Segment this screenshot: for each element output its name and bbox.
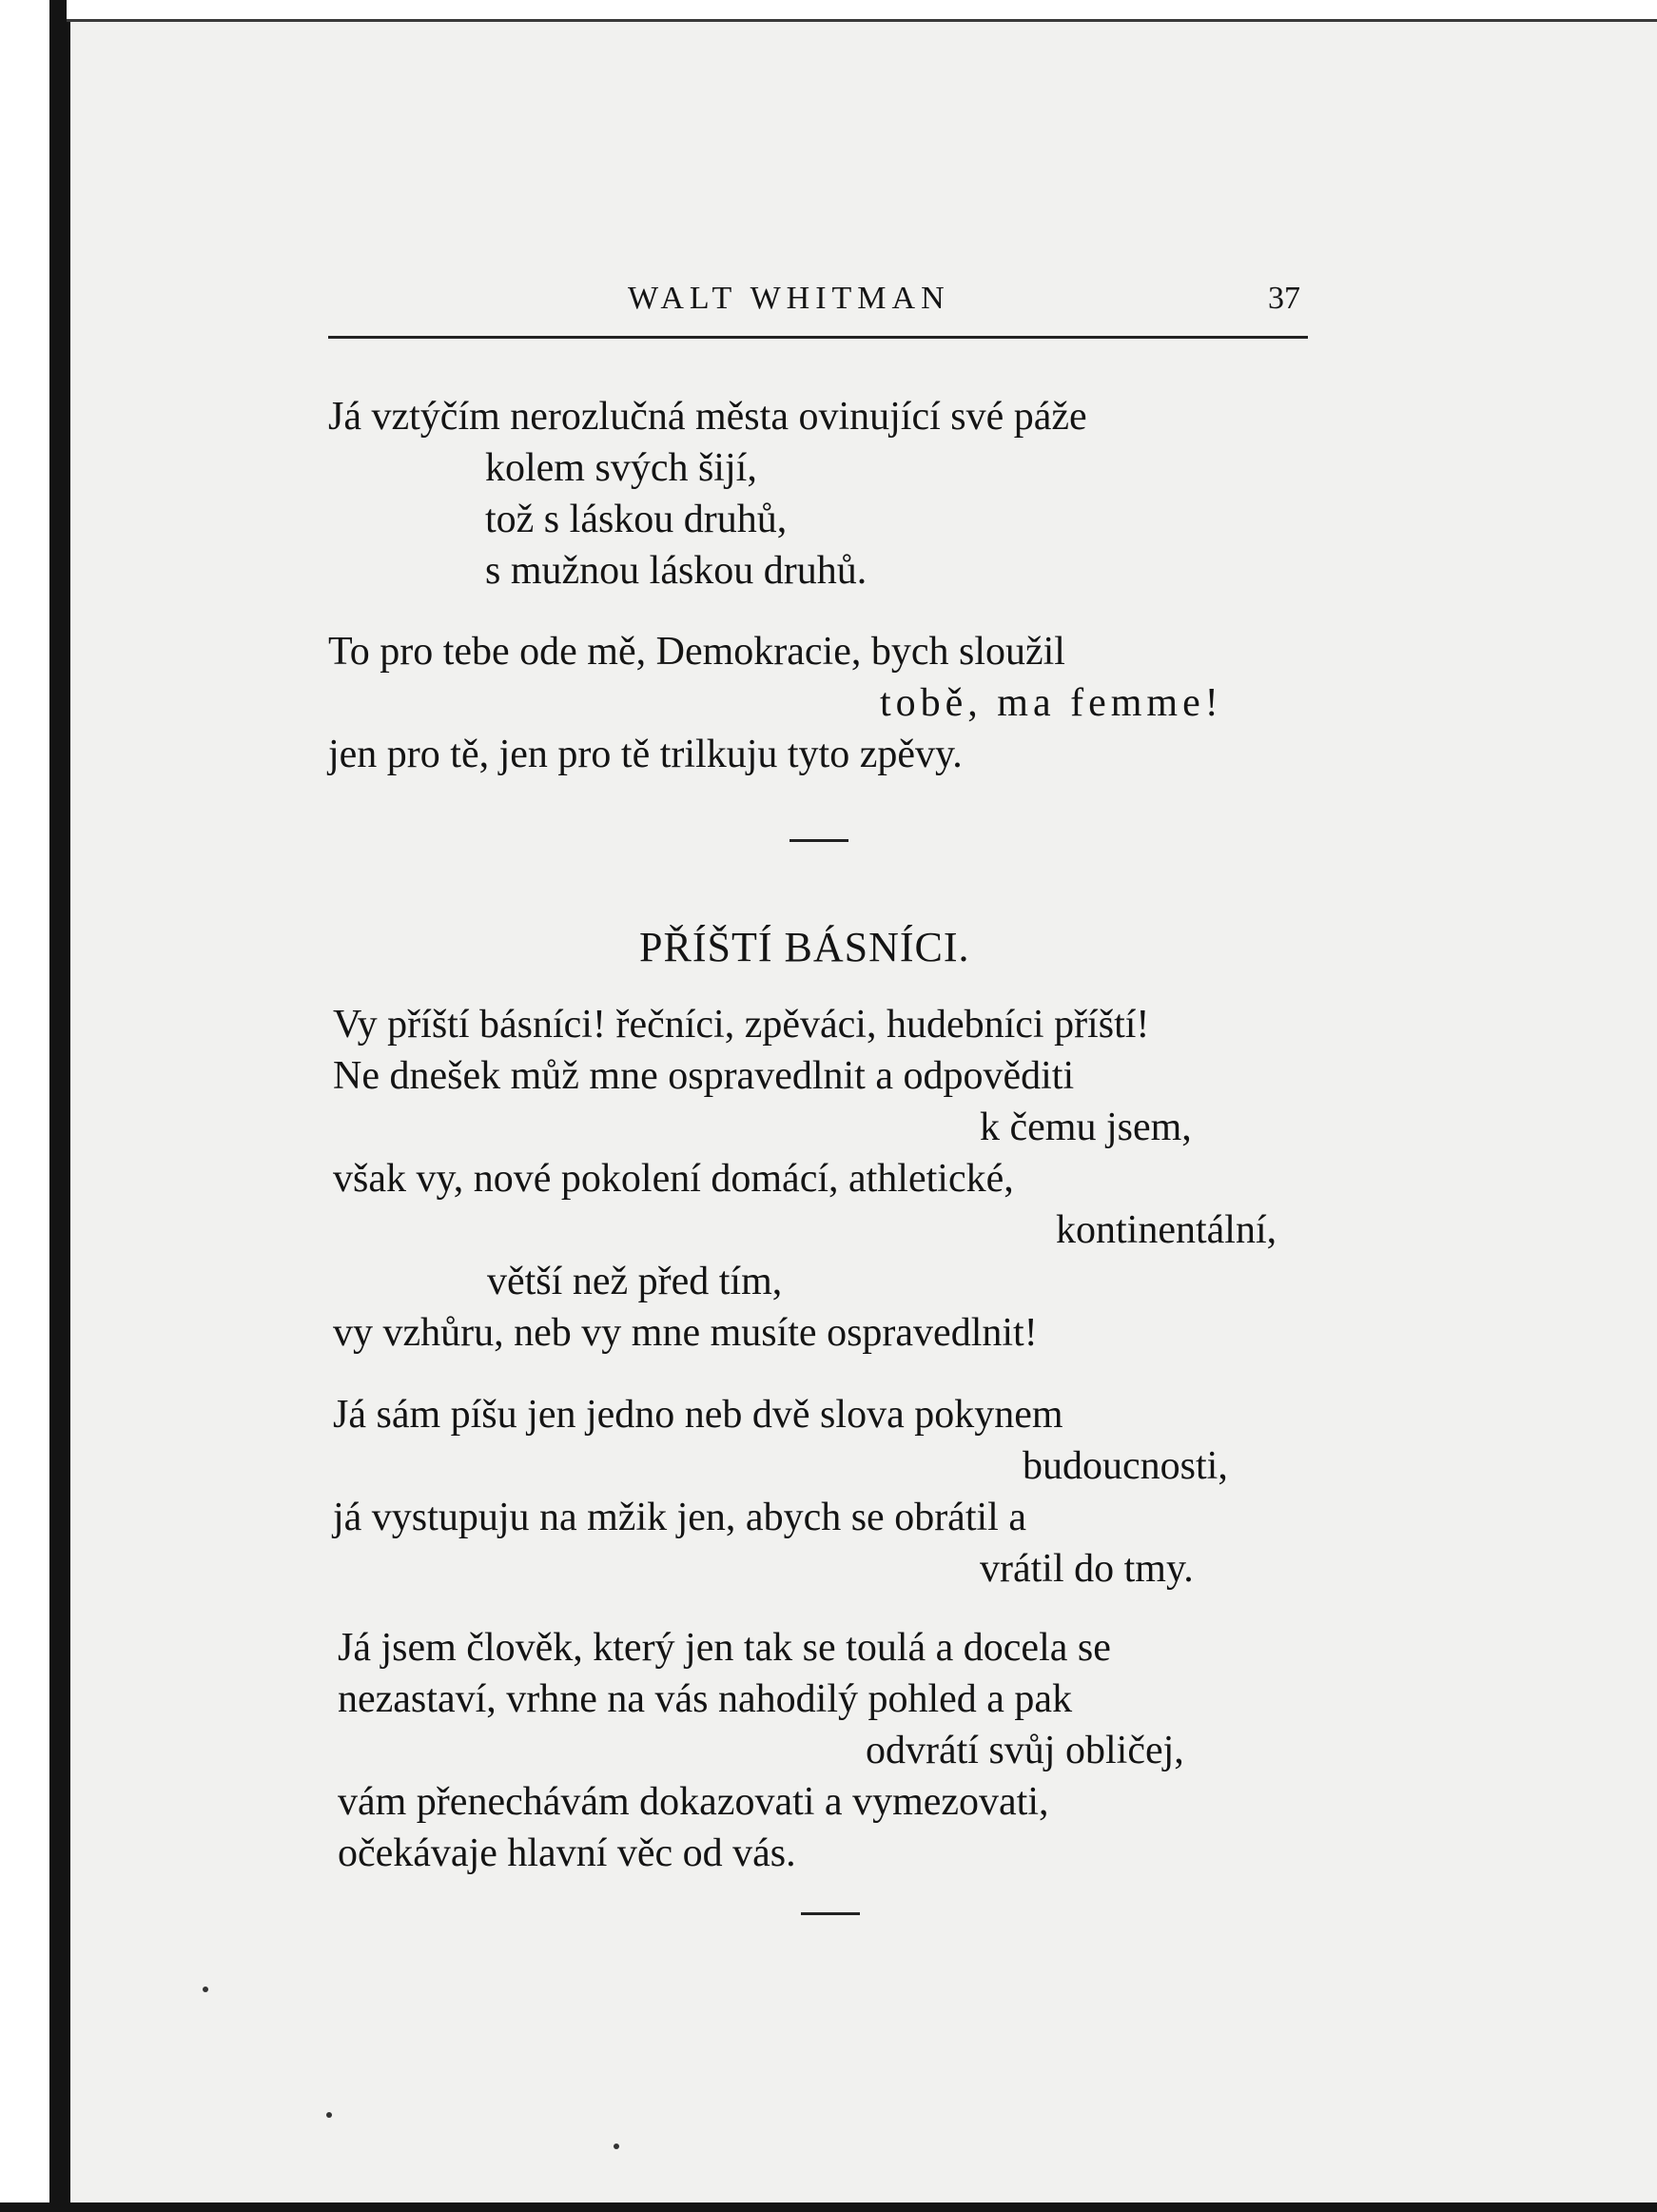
scan-bottom-edge	[0, 2202, 1657, 2212]
page-number: 37	[1268, 281, 1300, 316]
poem-line: já vystupuju na mžik jen, abych se obrátil a	[333, 1496, 1026, 1539]
poem-line: Já vztýčím nerozlučná města ovinující své páže	[328, 395, 1087, 439]
section-divider	[801, 1912, 860, 1915]
poem-line: budoucnosti,	[1023, 1444, 1228, 1488]
poem-line: kolem svých šijí,	[485, 446, 757, 490]
poem-line: Já jsem člověk, který jen tak se toulá a docela se	[338, 1626, 1111, 1670]
poem-line: jen pro tě, jen pro tě trilkuju tyto zpěvy.	[328, 733, 963, 776]
scan-speck	[203, 1987, 208, 1992]
poem-line: očekávaje hlavní věc od vás.	[338, 1831, 796, 1875]
poem-line: Vy příští básníci! řečníci, zpěváci, hudebníci příští!	[333, 1003, 1150, 1047]
poem-line: tož s láskou druhů,	[485, 498, 788, 541]
scan-top-edge	[67, 0, 1657, 22]
poem-line: vy vzhůru, neb vy mne musíte ospravedlnit!	[333, 1311, 1038, 1355]
poem-line: větší než před tím,	[487, 1260, 783, 1303]
poem-line: Já sám píšu jen jedno neb dvě slova pokynem	[333, 1393, 1063, 1437]
poem-line: kontinentální,	[1056, 1208, 1277, 1252]
running-title: WALT WHITMAN	[628, 281, 950, 316]
poem-line: odvrátí svůj obličej,	[866, 1729, 1184, 1772]
scan-speck	[326, 2112, 332, 2118]
scan-binding-edge	[0, 0, 67, 2212]
poem-line: vám přenechávám dokazovati a vymezovati,	[338, 1780, 1049, 1824]
poem-line: Ne dnešek můž mne ospravedlnit a odpověditi	[333, 1054, 1075, 1098]
running-header	[328, 281, 1308, 339]
poem-title: PŘÍŠTÍ BÁSNÍCI.	[639, 924, 970, 970]
section-divider	[790, 839, 848, 842]
poem-line: však vy, nové pokolení domácí, athletické,	[333, 1157, 1014, 1201]
poem-line: vrátil do tmy.	[980, 1547, 1194, 1591]
scan-speck	[614, 2143, 619, 2149]
poem-line: tobě, ma femme!	[880, 681, 1223, 725]
poem-line: s mužnou láskou druhů.	[485, 549, 867, 593]
poem-line: To pro tebe ode mě, Demokracie, bych sloužil	[328, 630, 1065, 674]
poem-line: nezastaví, vrhne na vás nahodilý pohled a pak	[338, 1677, 1073, 1721]
poem-line: k čemu jsem,	[980, 1106, 1192, 1149]
